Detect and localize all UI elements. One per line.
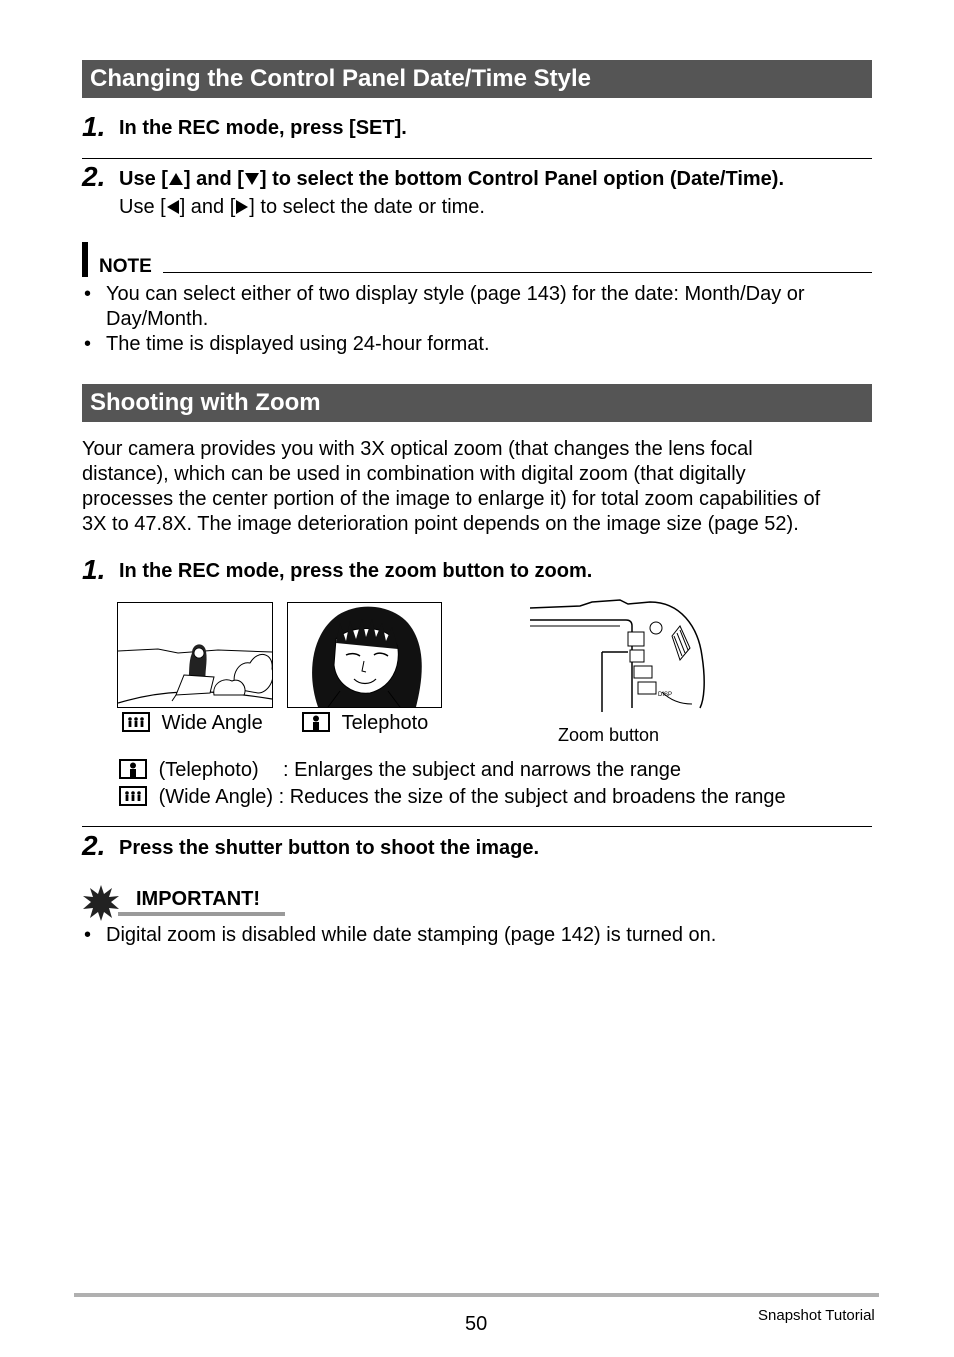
left-arrow-icon: [166, 199, 180, 215]
zoom-button-caption: Zoom button: [558, 725, 660, 745]
step-text: In the REC mode, press the zoom button to zoom.: [119, 560, 593, 582]
step-text: In the REC mode, press [SET].: [119, 117, 407, 139]
step-subtext: Use [ ] and [ ] to select the date or time.: [119, 196, 485, 218]
note-label: NOTE: [99, 256, 152, 277]
intro-line: distance), which can be used in combination with digital zoom (that digitally: [82, 463, 746, 485]
right-arrow-icon: [235, 199, 249, 215]
camera-disp-label: DISP: [658, 692, 673, 698]
footer-section-label: Snapshot Tutorial: [758, 1307, 875, 1324]
footer-rule: [74, 1293, 879, 1297]
wide-angle-icon: [119, 786, 147, 806]
intro-line: processes the center portion of the image to enlarge it) for total zoom capabilities of: [82, 488, 821, 510]
important-burst-icon: [82, 884, 120, 922]
telephoto-icon: [302, 712, 330, 732]
wide-angle-icon: [122, 712, 150, 732]
intro-line: 3X to 47.8X. The image deterioration point depends on the image size (page 52).: [82, 513, 799, 535]
down-arrow-icon: [244, 172, 260, 186]
telephoto-caption: Telephoto: [302, 712, 428, 735]
step-text: Press the shutter button to shoot the image.: [119, 837, 540, 859]
up-arrow-icon: [168, 172, 184, 186]
telephoto-icon: [119, 759, 147, 779]
wide-angle-illustration: [117, 602, 273, 708]
step-number: 1.: [82, 111, 106, 142]
divider: [82, 826, 872, 827]
wide-angle-caption: Wide Angle: [122, 712, 263, 735]
legend-telephoto-desc: : Enlarges the subject and narrows the range: [283, 759, 682, 781]
step-number: 2.: [82, 161, 106, 192]
note-rule: [163, 272, 872, 273]
section-title-date-time-style: Changing the Control Panel Date/Time Style: [82, 60, 872, 98]
legend-wide-angle: (Wide Angle) : Reduces the size of the subject and broadens the range: [119, 785, 786, 809]
step-number: 1.: [82, 554, 106, 585]
important-label: IMPORTANT!: [136, 888, 261, 910]
section-title-shooting-zoom: Shooting with Zoom: [82, 384, 872, 422]
step-text: Use [ ] and [ ] to select the bottom Control Panel option (Date/Time).: [119, 168, 784, 190]
wide-angle-scene: [118, 603, 272, 707]
legend-telephoto: (Telephoto): [119, 758, 259, 782]
camera-illustration: [530, 596, 706, 712]
camera-back-drawing: [530, 596, 706, 712]
divider: [82, 158, 872, 159]
note-marker: [82, 242, 88, 277]
step-number: 2.: [82, 830, 106, 861]
telephoto-scene: [288, 603, 441, 707]
important-rule: [118, 912, 285, 916]
page-number: 50: [465, 1313, 488, 1335]
telephoto-illustration: [287, 602, 442, 708]
intro-line: Your camera provides you with 3X optical zoom (that changes the lens focal: [82, 438, 753, 460]
